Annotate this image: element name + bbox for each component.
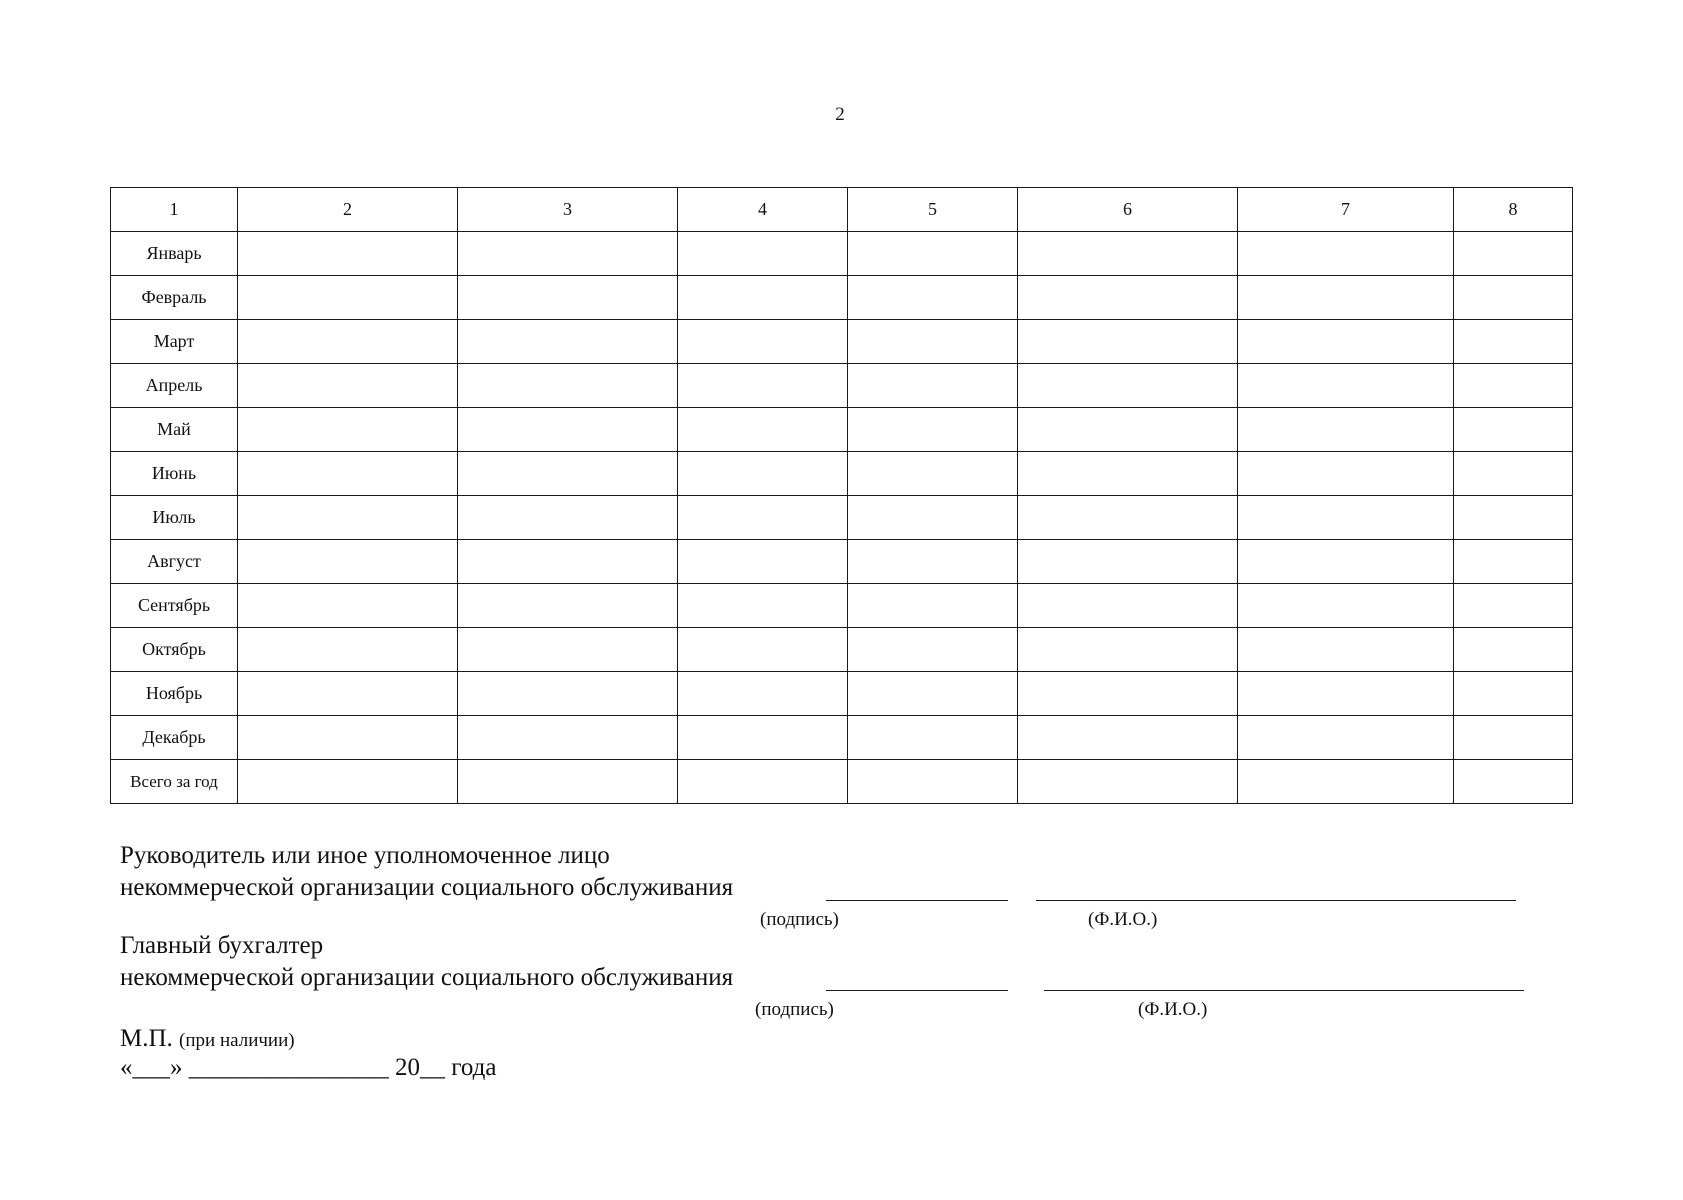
table-cell[interactable] [848, 408, 1018, 452]
table-cell[interactable] [1238, 232, 1454, 276]
table-cell[interactable] [848, 276, 1018, 320]
column-header-5: 5 [848, 188, 1018, 232]
table-cell[interactable] [848, 584, 1018, 628]
table-cell[interactable] [678, 672, 848, 716]
table-row [111, 276, 1573, 320]
table-cell[interactable] [1454, 584, 1573, 628]
row-label: Февраль [111, 276, 238, 320]
table-cell[interactable] [238, 540, 458, 584]
row-label: Октябрь [111, 628, 238, 672]
table-cell[interactable] [238, 584, 458, 628]
table-cell[interactable] [1238, 408, 1454, 452]
table-cell[interactable] [1018, 452, 1238, 496]
table-cell[interactable] [1238, 672, 1454, 716]
table-cell[interactable] [458, 716, 678, 760]
stamp-label: М.П. [120, 1025, 173, 1052]
table-cell[interactable] [458, 628, 678, 672]
head-title-line1: Руководитель или иное уполномоченное лицо [120, 842, 610, 869]
row-label: Январь [111, 232, 238, 276]
table-cell[interactable] [238, 452, 458, 496]
accountant-signature-caption: (подпись) [755, 999, 834, 1020]
table-cell[interactable] [678, 320, 848, 364]
table-cell[interactable] [1238, 716, 1454, 760]
row-label: Август [111, 540, 238, 584]
table-row [111, 320, 1573, 364]
table-cell[interactable] [848, 320, 1018, 364]
column-header-3: 3 [458, 188, 678, 232]
table-row [111, 452, 1573, 496]
table-cell[interactable] [848, 540, 1018, 584]
accountant-name-line[interactable] [1044, 990, 1524, 991]
table-cell[interactable] [1454, 672, 1573, 716]
table-cell[interactable] [1018, 760, 1238, 804]
table-cell[interactable] [458, 276, 678, 320]
table-cell[interactable] [1018, 276, 1238, 320]
table-row [111, 672, 1573, 716]
table-cell[interactable] [1238, 628, 1454, 672]
table-cell[interactable] [678, 408, 848, 452]
table-cell[interactable] [458, 408, 678, 452]
column-header-4: 4 [678, 188, 848, 232]
table-cell[interactable] [1238, 760, 1454, 804]
table-cell[interactable] [848, 628, 1018, 672]
table-cell[interactable] [458, 672, 678, 716]
head-name-line[interactable] [1036, 900, 1516, 901]
table-cell[interactable] [1454, 452, 1573, 496]
head-signature-caption: (подпись) [760, 909, 839, 930]
table-cell[interactable] [1018, 408, 1238, 452]
table-cell[interactable] [238, 760, 458, 804]
head-name-caption: (Ф.И.О.) [1088, 909, 1158, 930]
table-cell[interactable] [1018, 232, 1238, 276]
table-cell[interactable] [238, 408, 458, 452]
table-row [111, 716, 1573, 760]
table-cell[interactable] [678, 628, 848, 672]
table-row [111, 760, 1573, 804]
table-cell[interactable] [458, 364, 678, 408]
table-cell[interactable] [458, 584, 678, 628]
column-header-7: 7 [1238, 188, 1454, 232]
table-cell[interactable] [1018, 716, 1238, 760]
table-cell[interactable] [1018, 496, 1238, 540]
table-row [111, 628, 1573, 672]
table-body [111, 232, 1573, 804]
table-cell[interactable] [678, 364, 848, 408]
table-cell[interactable] [848, 496, 1018, 540]
row-label: Всего за год [111, 760, 238, 804]
table-cell[interactable] [238, 628, 458, 672]
table-cell[interactable] [848, 672, 1018, 716]
table-cell[interactable] [848, 760, 1018, 804]
table-cell[interactable] [1238, 584, 1454, 628]
row-label: Июль [111, 496, 238, 540]
column-header-2: 2 [238, 188, 458, 232]
table-cell[interactable] [1238, 276, 1454, 320]
table-cell[interactable] [1018, 364, 1238, 408]
table-cell[interactable] [1018, 672, 1238, 716]
monthly-report-table [110, 187, 1573, 804]
column-header-8: 8 [1454, 188, 1573, 232]
table-header-row [111, 188, 1573, 232]
table-cell[interactable] [848, 452, 1018, 496]
row-label: Декабрь [111, 716, 238, 760]
column-header-6: 6 [1018, 188, 1238, 232]
table-cell[interactable] [1454, 408, 1573, 452]
table-cell[interactable] [458, 540, 678, 584]
table-cell[interactable] [238, 672, 458, 716]
head-signature-line[interactable] [826, 900, 1008, 901]
table-cell[interactable] [678, 496, 848, 540]
table-row [111, 364, 1573, 408]
accountant-signature-line[interactable] [826, 990, 1008, 991]
table-cell[interactable] [848, 716, 1018, 760]
table-cell[interactable] [1238, 496, 1454, 540]
head-title-line2: некоммерческой организации социального обслуживания [120, 874, 734, 901]
table-row [111, 408, 1573, 452]
table-cell[interactable] [678, 232, 848, 276]
table-cell[interactable] [1018, 320, 1238, 364]
table-row [111, 584, 1573, 628]
table-cell[interactable] [678, 452, 848, 496]
table-cell[interactable] [678, 276, 848, 320]
table-cell[interactable] [458, 320, 678, 364]
table-cell[interactable] [1238, 540, 1454, 584]
accountant-name-caption: (Ф.И.О.) [1138, 999, 1208, 1020]
table-row [111, 540, 1573, 584]
table-cell[interactable] [1454, 320, 1573, 364]
table-cell[interactable] [238, 276, 458, 320]
table-cell[interactable] [238, 320, 458, 364]
row-label: Ноябрь [111, 672, 238, 716]
table-cell[interactable] [238, 364, 458, 408]
stamp-note: (при наличии) [179, 1030, 295, 1051]
table-cell[interactable] [458, 232, 678, 276]
table-cell[interactable] [1454, 496, 1573, 540]
table-cell[interactable] [238, 716, 458, 760]
stamp-line [120, 1025, 295, 1053]
table-cell[interactable] [458, 760, 678, 804]
table-cell[interactable] [678, 716, 848, 760]
table-cell[interactable] [1454, 364, 1573, 408]
table-cell[interactable] [1454, 232, 1573, 276]
table-cell[interactable] [1454, 716, 1573, 760]
table-cell[interactable] [1454, 276, 1573, 320]
table-cell[interactable] [458, 452, 678, 496]
row-label: Июнь [111, 452, 238, 496]
table-cell[interactable] [1238, 364, 1454, 408]
table-cell[interactable] [848, 364, 1018, 408]
date-line[interactable]: «___» ________________ 20__ года [120, 1054, 497, 1081]
table-cell[interactable] [1238, 320, 1454, 364]
table-cell[interactable] [1018, 584, 1238, 628]
accountant-title-line1: Главный бухгалтер [120, 932, 324, 959]
row-label: Апрель [111, 364, 238, 408]
row-label: Сентябрь [111, 584, 238, 628]
accountant-signature-block [120, 930, 733, 994]
table-cell[interactable] [238, 232, 458, 276]
table-row [111, 232, 1573, 276]
table-cell[interactable] [1018, 540, 1238, 584]
table-cell[interactable] [458, 496, 678, 540]
page-number: 2 [835, 104, 845, 125]
table-cell[interactable] [1018, 628, 1238, 672]
table-row [111, 496, 1573, 540]
table-cell[interactable] [1454, 540, 1573, 584]
head-signature-block [120, 840, 733, 904]
table-cell[interactable] [1238, 452, 1454, 496]
table-cell[interactable] [1454, 628, 1573, 672]
table-cell[interactable] [678, 540, 848, 584]
table-cell[interactable] [1454, 760, 1573, 804]
table-cell[interactable] [848, 232, 1018, 276]
column-header-1: 1 [111, 188, 238, 232]
table-cell[interactable] [238, 496, 458, 540]
table-cell[interactable] [678, 584, 848, 628]
row-label: Май [111, 408, 238, 452]
accountant-title-line2: некоммерческой организации социального обслуживания [120, 964, 734, 991]
row-label: Март [111, 320, 238, 364]
table-cell[interactable] [678, 760, 848, 804]
